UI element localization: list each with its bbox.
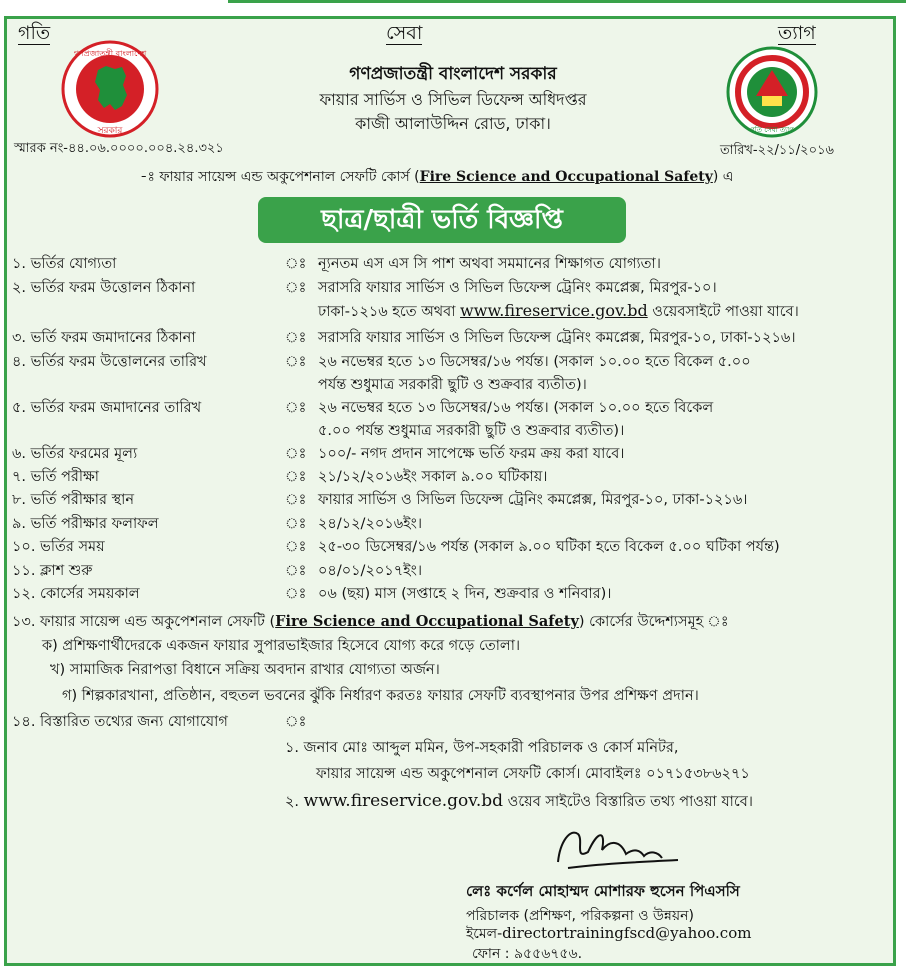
email-link[interactable]: directortrainingfscd@yahoo.com bbox=[502, 924, 752, 942]
subject-suffix: ) এ bbox=[712, 169, 734, 185]
item-10-colon: ঃ bbox=[285, 539, 307, 555]
item-11-colon: ঃ bbox=[285, 563, 307, 579]
item-5-colon: ঃ bbox=[285, 400, 307, 416]
item-12-value-line-1: ০৬ (ছয়) মাস (সপ্তাহে ২ দিন, শুক্রবার ও শনিবার)। bbox=[318, 586, 612, 602]
item-10-label: ১০. ভর্তির সময় bbox=[12, 539, 105, 555]
item-2-line2-prefix: ঢাকা-১২১৬ হতে অথবা bbox=[318, 304, 461, 320]
item-3-colon: ঃ bbox=[285, 330, 307, 346]
top-green-line bbox=[228, 0, 906, 3]
signatory-title: পরিচালক (প্রশিক্ষণ, পরিকল্পনা ও উন্নয়ন) bbox=[466, 908, 694, 924]
item-8-colon: ঃ bbox=[285, 492, 307, 508]
item-14-label: ১৪. বিস্তারিত তথ্যের জন্য যোগাযোগ bbox=[12, 714, 228, 730]
motto-left: গতি bbox=[18, 22, 51, 44]
item-3-value-line-1: সরাসরি ফায়ার সার্ভিস ও সিভিল ডিফেন্স ট্রেনিং কমপ্লেক্স, মিরপুর-১০, ঢাকা-১২১৬। bbox=[318, 330, 796, 346]
seal-bottom-text: সরকার bbox=[97, 126, 123, 136]
item-3-label: ৩. ভর্তি ফরম জমাদানের ঠিকানা bbox=[12, 330, 196, 346]
item-13-point-c: গ) শিল্পকারখানা, প্রতিষ্ঠান, বহুতল ভবনের ঝুঁকি নির্ধারণ করতঃ ফায়ার সেফটি ব্যবস্থাপনার উপর প্রশিক্ষণ প্রদান। bbox=[62, 688, 699, 704]
subject-prefix: -ঃ ফায়ার সায়েন্স এন্ড অকুপেশনাল সেফটি কোর্স ( bbox=[140, 169, 420, 185]
item-4-colon: ঃ bbox=[285, 354, 307, 370]
item-13-point-a: ক) প্রশিক্ষণার্থীদেরকে একজন ফায়ার সুপারভাইজার হিসেবে যোগ্য করে গড়ে তোলা। bbox=[42, 638, 521, 654]
motto-center: সেবা bbox=[386, 22, 423, 44]
item-5-label: ৫. ভর্তির ফরম জমাদানের তারিখ bbox=[12, 400, 202, 416]
item-1-label: ১. ভর্তির যোগ্যতা bbox=[12, 256, 117, 272]
handwritten-signature bbox=[548, 820, 688, 884]
emblem-bottom-text: গতি সেবা ত্যাগ bbox=[750, 126, 794, 134]
item-9-label: ৯. ভর্তি পরীক্ষার ফলাফল bbox=[12, 516, 159, 532]
item-7-value-line-1: ২১/১২/২০১৬ইং সকাল ৯.০০ ঘটিকায়। bbox=[318, 469, 548, 485]
item-13-point-b: খ) সামাজিক নিরাপত্তা বিধানে সক্রিয় অবদান রাখার যোগ্যতা অর্জন। bbox=[50, 662, 440, 678]
signatory-name: লেঃ কর্ণেল মোহাম্মদ মোশারফ হুসেন পিএসসি bbox=[466, 882, 740, 900]
item-6-colon: ঃ bbox=[285, 446, 307, 462]
item-11-value-line-1: ০৪/০১/২০১৭ইং। bbox=[318, 563, 423, 579]
item-2-colon: ঃ bbox=[285, 280, 307, 296]
email-label: ইমেল- bbox=[466, 926, 503, 942]
contact-2-url-link[interactable]: www.fireservice.gov.bd bbox=[303, 791, 504, 811]
item-13-english: Fire Science and Occupational Safety bbox=[275, 613, 579, 630]
contact-1-line-1: ১. জনাব মোঃ আব্দুল মমিন, উপ-সহকারী পরিচালক ও কোর্স মনিটর, bbox=[285, 740, 679, 756]
motto-right: ত্যাগ bbox=[778, 22, 816, 44]
item-2-label: ২. ভর্তির ফরম উত্তোলন ঠিকানা bbox=[12, 280, 196, 296]
item-2-value-line-2 bbox=[318, 301, 799, 322]
item-11-label: ১১. ক্লাশ শুরু bbox=[12, 563, 93, 579]
item-12-colon: ঃ bbox=[285, 586, 307, 602]
item-6-label: ৬. ভর্তির ফরমের মূল্য bbox=[12, 446, 138, 462]
item-13-heading bbox=[12, 612, 729, 632]
department-address: কাজী আলাউদ্দিন রোড, ঢাকা। bbox=[355, 114, 551, 133]
item-1-value-line-1: ন্যূনতম এস এস সি পাশ অথবা সমমানের শিক্ষাগত যোগ্যতা। bbox=[318, 256, 661, 272]
item-8-label: ৮. ভর্তি পরীক্ষার স্থান bbox=[12, 492, 135, 508]
item-8-value-line-1: ফায়ার সার্ভিস ও সিভিল ডিফেন্স ট্রেনিং কমপ্লেক্স, মিরপুর-১০, ঢাকা-১২১৬। bbox=[318, 492, 748, 508]
item-6-value-line-1: ১০০/- নগদ প্রদান সাপেক্ষে ভর্তি ফরম ক্রয় করা যাবে। bbox=[318, 446, 625, 462]
item-7-label: ৭. ভর্তি পরীক্ষা bbox=[12, 469, 100, 485]
contact-2-prefix: ২. bbox=[285, 794, 304, 810]
govt-name: গণপ্রজাতন্ত্রী বাংলাদেশ সরকার bbox=[349, 64, 557, 84]
subject-course-english: Fire Science and Occupational Safety bbox=[419, 169, 713, 185]
contact-2 bbox=[285, 791, 753, 812]
fireservice-website-link[interactable]: www.fireservice.gov.bd bbox=[460, 301, 648, 320]
notice-date: তারিখ-২২/১১/২০১৬ bbox=[720, 143, 834, 158]
item-2-value-line-1: সরাসরি ফায়ার সার্ভিস ও সিভিল ডিফেন্স ট্রেনিং কমপ্লেক্স, মিরপুর-১০। bbox=[318, 280, 717, 296]
item-5-value-line-1: ২৬ নভেম্বর হতে ১৩ ডিসেম্বর/১৬ পর্যন্ত। (সকাল ১০.০০ হতে বিকেল bbox=[318, 400, 714, 416]
item-13-suffix: ) কোর্সের উদ্দেশ্যসমূহ ঃ bbox=[578, 614, 729, 630]
item-5-value-line-2: ৫.০০ পর্যন্ত শুধুমাত্র সরকারী ছুটি ও শুক্রবার ব্যতীত)। bbox=[318, 423, 625, 439]
item-4-value-line-1: ২৬ নভেম্বর হতে ১৩ ডিসেম্বর/১৬ পর্যন্ত। (সকাল ১০.০০ হতে বিকেল ৫.০০ bbox=[318, 354, 751, 370]
item-13-prefix: ১৩. ফায়ার সায়েন্স এন্ড অকুপেশনাল সেফটি ( bbox=[12, 614, 276, 630]
item-9-value-line-1: ২৪/১২/২০১৬ইং। bbox=[318, 516, 423, 532]
subject-line bbox=[140, 165, 733, 189]
admission-notice-banner: ছাত্র/ছাত্রী ভর্তি বিজ্ঞপ্তি bbox=[258, 197, 626, 243]
item-10-value-line-1: ২৫-৩০ ডিসেম্বর/১৬ পর্যন্ত (সকাল ৯.০০ ঘটিকা হতে বিকেল ৫.০০ ঘটিকা পর্যন্ত) bbox=[318, 539, 780, 555]
signatory-phone: ফোন : ৯৫৫৬৭৫৬. bbox=[472, 946, 583, 962]
item-9-colon: ঃ bbox=[285, 516, 307, 532]
item-14-colon: ঃ bbox=[285, 714, 307, 730]
seal-ring-text: গণপ্রজাতন্ত্রী বাংলাদেশ bbox=[73, 49, 147, 58]
item-4-value-line-2: পর্যন্ত শুধুমাত্র সরকারী ছুটি ও শুক্রবার ব্যতীত)। bbox=[318, 377, 587, 393]
contact-1-line-2: ফায়ার সায়েন্স এন্ড অকুপেশনাল সেফটি কোর্স। মোবাইলঃ ০১৭১৫৩৮৬২৭১ bbox=[316, 766, 750, 782]
department-name: ফায়ার সার্ভিস ও সিভিল ডিফেন্স অধিদপ্তর bbox=[319, 90, 587, 109]
item-4-label: ৪. ভর্তির ফরম উত্তোলনের তারিখ bbox=[12, 354, 207, 370]
memo-number: স্মারক নং-৪৪.০৬.০০০০.০০৪.২৪.৩২১ bbox=[14, 141, 224, 156]
item-1-colon: ঃ bbox=[285, 256, 307, 272]
item-7-colon: ঃ bbox=[285, 469, 307, 485]
item-2-line2-suffix: ওয়েবসাইটে পাওয়া যাবে। bbox=[647, 304, 799, 320]
item-12-label: ১২. কোর্সের সময়কাল bbox=[12, 586, 140, 602]
contact-2-suffix: ওয়েব সাইটেও বিস্তারিত তথ্য পাওয়া যাবে। bbox=[503, 794, 753, 810]
